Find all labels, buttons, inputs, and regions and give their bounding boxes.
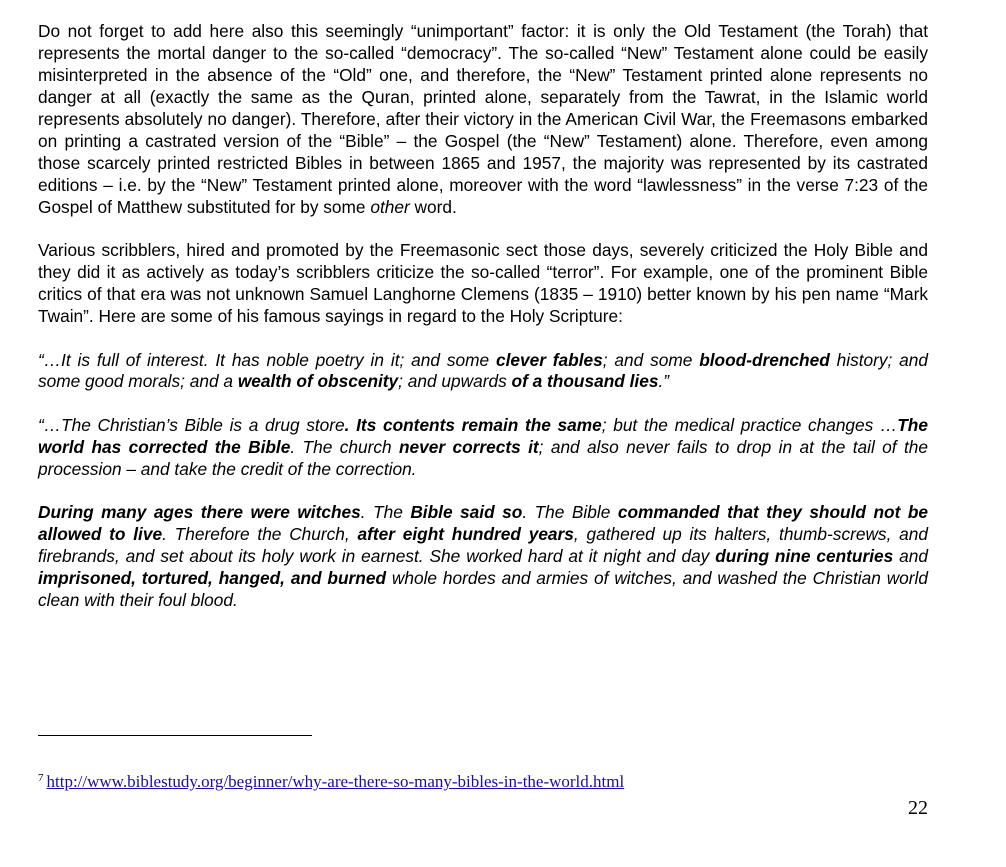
text-run: ; and also never fails to drop in at the tail of the procession – and take the credit of the correction. — [38, 436, 929, 479]
footnote-link[interactable]: http://www.biblestudy.org/beginner/why-are-there-so-many-bibles-in-the-world.html — [46, 772, 625, 791]
text-run: . The church — [290, 436, 399, 457]
bold-run: Bible said so — [410, 502, 523, 523]
paragraph-text-end: word. — [409, 196, 457, 217]
bold-run: of a thousand lies — [511, 371, 659, 392]
bold-run: The world has corrected the Bible — [38, 414, 928, 457]
text-run: ; and upwards — [398, 371, 512, 392]
bold-run: imprisoned, tortured, hanged, and burned — [38, 567, 386, 588]
bold-run: during nine centuries — [715, 545, 894, 566]
text-run: “…It is full of interest. It has noble poetry in it; and some — [38, 349, 496, 370]
bold-run: commanded that they should not be allowed to live — [38, 502, 928, 545]
bold-run: clever fables — [495, 349, 603, 370]
quote-full-of-interest — [38, 350, 928, 394]
text-run: . The Bible — [522, 502, 618, 523]
italic-word: other — [370, 196, 410, 217]
bold-run: wealth of obscenity — [237, 371, 399, 392]
bold-run: . Its contents remain the same — [344, 414, 602, 435]
bold-run: after eight hundred years — [357, 524, 574, 545]
page-number: 22 — [908, 797, 928, 819]
paragraph-old-testament — [38, 21, 928, 218]
footnote-number: 7 — [38, 772, 44, 784]
text-run: and — [893, 545, 928, 566]
text-run: . The — [360, 502, 411, 523]
footnote — [38, 772, 624, 792]
bold-run: blood-drenched — [699, 349, 830, 370]
bold-run: During many ages there were witches — [38, 502, 361, 523]
text-run: ; and some — [602, 349, 700, 370]
document-body — [38, 0, 928, 633]
text-run: , gathered up its halters, thumb-screws, and firebrands, and set about its holy work in earnest. She worked hard at it night and day — [38, 524, 928, 566]
text-run: . Therefore the Church, — [162, 524, 358, 545]
bold-run: never corrects it — [398, 436, 539, 457]
quote-witches — [38, 502, 928, 612]
text-run: whole hordes and armies of witches, and washed the Christian world clean with their foul blood. — [38, 567, 929, 610]
text-run: ; but the medical practice changes … — [601, 414, 898, 435]
paragraph-text: Do not forget to add here also this seemingly “unimportant” factor: it is only the Old Testament (the Torah) that represents the mortal danger to the so-called “democracy”. The so-called “New” Testament alone could be easily misinterpreted in the absence of the “Old” one, and therefore, the “New” Testament printed alone represents no danger at all (exactly the same as the Quran, printed alone, separately from the Tawrat, in the Islamic world represents absolutely no danger). Therefore, after their victory in the American Civil War, the Freemasons embarked on printing a castrated version of the “Bible” – the Gospel (the “New” Testament) alone. Therefore, even among those scarcely printed restricted Bibles in between 1865 and 1957, the majority was represented by its castrated editions – i.e. by the “New” Testament printed alone, moreover with the word “lawlessness” in the verse 7:23 of the Gospel of Matthew substituted for by some — [38, 21, 928, 217]
footnote-separator — [38, 735, 312, 736]
text-run: “…The Christian’s Bible is a drug store — [38, 414, 345, 435]
text-run: history; and some good morals; and a — [38, 349, 929, 392]
paragraph-scribblers: Various scribblers, hired and promoted by the Freemasonic sect those days, severely criticized the Holy Bible and they did it as actively as today’s scribblers criticize the so-called “terror”. For example, one of the prominent Bible critics of that era was not unknown Samuel Langhorne Clemens (1835 – 1910) better known by his pen name “Mark Twain”. Here are some of his famous sayings in regard to the Holy Scripture: — [38, 240, 928, 327]
text-run: .” — [658, 371, 670, 392]
quote-drug-store — [38, 415, 928, 481]
